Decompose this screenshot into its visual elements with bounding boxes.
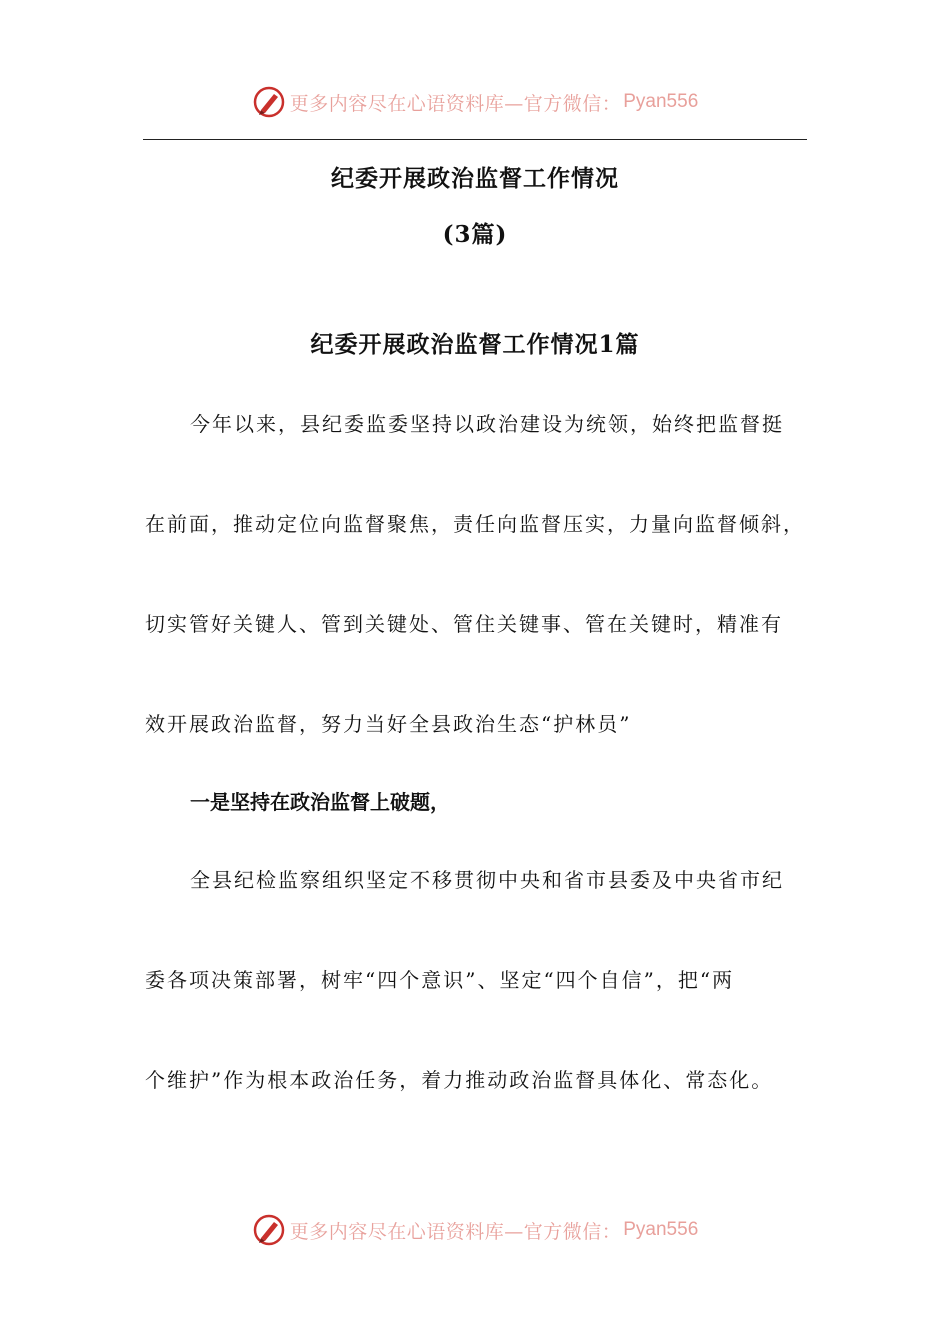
header-banner (0, 82, 950, 122)
paragraph2-line: 个维护”作为根本政治任务，着力推动政治监督具体化、常态化。 (145, 1068, 774, 1092)
paragraph1-line: 今年以来，县纪委监委坚持以政治建设为统领，始终把监督挺 (190, 412, 784, 436)
paragraph2-line: 全县纪检监察组织坚定不移贯彻中央和省市县委及中央省市纪 (190, 868, 784, 892)
header-banner-code: Pyan556 (623, 91, 699, 112)
footer-banner (0, 1210, 950, 1250)
document-title: 纪委开展政治监督工作情况 (331, 165, 619, 192)
paragraph1-line: 效开展政治监督，努力当好全县政治生态“护林员” (145, 712, 632, 736)
section-title: 纪委开展政治监督工作情况1篇 (310, 331, 640, 358)
footer-banner-code: Pyan556 (623, 1219, 699, 1240)
paragraph1-line: 在前面，推动定位向监督聚焦，责任向监督压实，力量向监督倾斜， (145, 512, 805, 536)
header-divider (143, 139, 807, 140)
paragraph2-line: 委各项决策部署，树牢“四个意识”、坚定“四个自信”，把“两 (145, 968, 735, 992)
point1-heading: 一是坚持在政治监督上破题， (190, 790, 450, 814)
footer-banner-text: 更多内容尽在心语资料库—官方微信： (289, 1220, 622, 1243)
pen-logo-icon (252, 1213, 286, 1247)
document-count-label: (3篇) (442, 221, 508, 248)
paragraph1-line: 切实管好关键人、管到关键处、管住关键事、管在关键时，精准有 (145, 612, 783, 636)
pen-logo-icon (252, 85, 286, 119)
header-banner-text: 更多内容尽在心语资料库—官方微信： (289, 92, 622, 115)
